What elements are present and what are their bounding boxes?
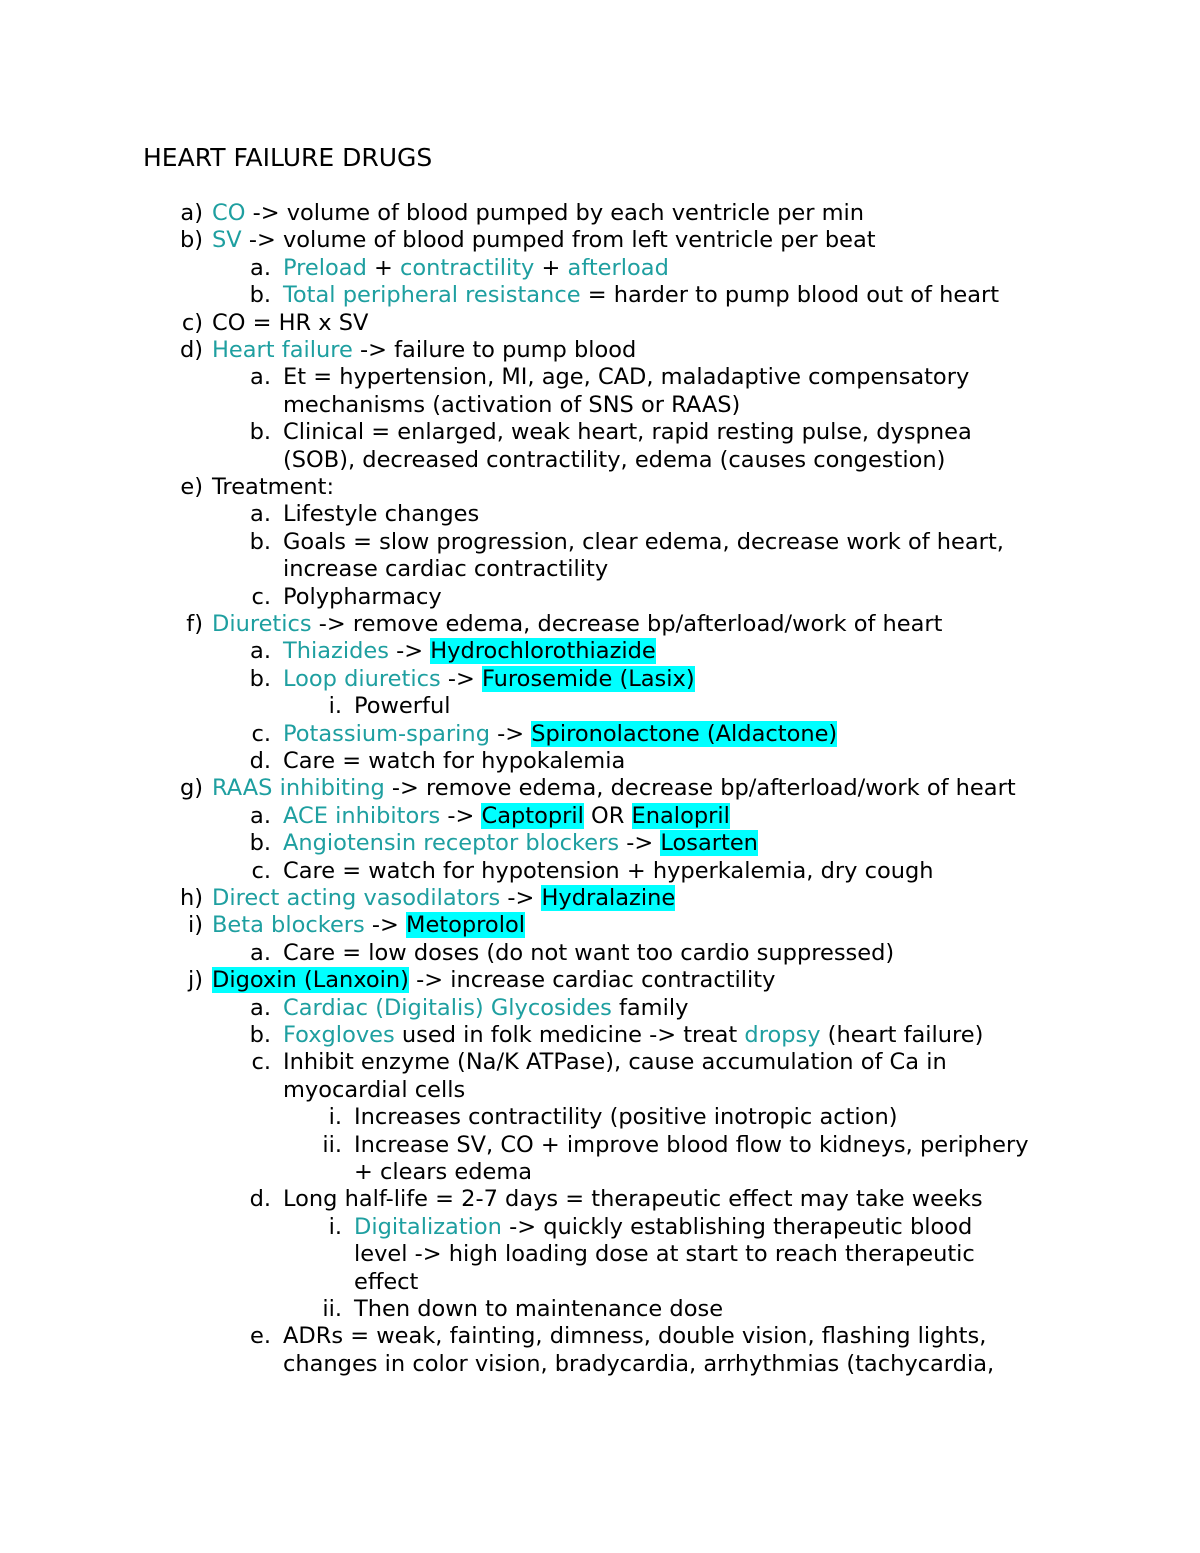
highlighted-drug: Captopril — [481, 802, 584, 829]
document-title: HEART FAILURE DRUGS — [143, 143, 433, 172]
key-term: Cardiac (Digitalis) Glycosides — [283, 994, 612, 1021]
outline-line — [0, 1214, 1200, 1242]
list-marker: a. — [250, 638, 271, 665]
text-segment: Polypharmacy — [283, 583, 442, 610]
list-marker: i. — [328, 693, 342, 720]
line-text — [212, 310, 368, 338]
outline-line — [0, 775, 1200, 803]
text-segment: Care = watch for hypotension + hyperkalemia, dry cough — [283, 857, 934, 884]
outline-line — [0, 666, 1200, 694]
line-text — [283, 392, 740, 420]
outline-line — [0, 392, 1200, 420]
text-segment: used in folk medicine -> treat — [394, 1022, 745, 1048]
text-segment: Clinical = enlarged, weak heart, rapid resting pulse, dyspnea — [283, 419, 972, 446]
outline-line — [0, 1323, 1200, 1351]
outline-line — [0, 310, 1200, 338]
outline-line — [0, 995, 1200, 1023]
outline-line — [0, 912, 1200, 940]
line-text — [212, 775, 1016, 803]
line-text — [283, 940, 894, 968]
line-text — [283, 447, 945, 475]
line-text — [283, 556, 608, 584]
text-segment: Treatment: — [212, 474, 335, 500]
key-term: Loop diuretics — [283, 665, 441, 692]
key-term: Thiazides — [283, 638, 389, 665]
line-text — [283, 584, 442, 612]
list-marker: b. — [249, 1022, 271, 1048]
text-segment: -> — [440, 665, 482, 692]
outline-line — [0, 693, 1200, 721]
text-segment: -> — [364, 912, 407, 939]
line-text — [283, 638, 656, 666]
key-term: contractility — [400, 254, 535, 281]
text-segment: Lifestyle changes — [283, 501, 480, 528]
outline-line — [0, 1132, 1200, 1160]
highlighted-drug: Spironolactone (Aldactone) — [531, 720, 838, 747]
key-term: Preload — [283, 254, 367, 281]
outline-line — [0, 1296, 1200, 1324]
list-marker: b. — [249, 282, 271, 309]
key-term: afterload — [567, 254, 669, 281]
text-segment: -> — [388, 638, 431, 665]
text-segment: Then down to maintenance dose — [354, 1296, 724, 1322]
list-marker: d. — [249, 748, 271, 774]
list-marker: a. — [250, 364, 271, 391]
list-marker: c. — [251, 857, 271, 884]
list-marker: b. — [249, 419, 271, 446]
text-segment: effect — [354, 1268, 419, 1295]
outline-line — [0, 1049, 1200, 1077]
highlighted-drug: Losarten — [660, 830, 758, 857]
text-segment: -> quickly establishing therapeutic blood — [501, 1213, 973, 1240]
text-segment: -> remove edema, decrease bp/afterload/work of heart — [384, 775, 1016, 802]
line-text — [212, 967, 775, 995]
highlighted-drug: Enalopril — [631, 802, 730, 829]
outline-line — [0, 858, 1200, 886]
line-text — [283, 529, 1004, 557]
text-segment: -> failure to pump blood — [352, 337, 637, 363]
list-marker: d. — [249, 1186, 271, 1213]
highlighted-drug: Hydrochlorothiazide — [430, 638, 656, 665]
outline-line — [0, 474, 1200, 502]
text-segment: Care = watch for hypokalemia — [283, 748, 626, 774]
outline-line — [0, 501, 1200, 529]
list-marker: b. — [249, 830, 271, 857]
text-segment: -> — [500, 885, 542, 911]
key-term: SV — [212, 227, 242, 254]
outline-line — [0, 940, 1200, 968]
text-segment: (SOB), decreased contractility, edema (causes congestion) — [283, 446, 946, 473]
text-segment: increase cardiac contractility — [283, 556, 609, 583]
outline-line — [0, 255, 1200, 283]
text-segment: ADRs = weak, fainting, dimness, double vision, flashing lights, — [283, 1323, 987, 1350]
line-text — [354, 693, 450, 721]
line-text — [212, 227, 876, 255]
highlighted-drug: Digoxin (Lanxoin) — [212, 967, 409, 994]
line-text — [283, 1186, 983, 1214]
text-segment: level -> high loading dose at start to reach therapeutic — [354, 1241, 975, 1268]
key-term: Potassium-sparing — [283, 720, 490, 747]
text-segment: = harder to pump blood out of heart — [580, 282, 1000, 309]
text-segment: -> — [489, 720, 532, 747]
line-text — [212, 912, 525, 940]
line-text — [283, 419, 972, 447]
line-text — [283, 282, 999, 310]
line-text — [354, 1132, 1029, 1160]
outline-line — [0, 364, 1200, 392]
outline-line — [0, 638, 1200, 666]
text-segment: -> remove edema, decrease bp/afterload/work of heart — [311, 611, 943, 637]
outline-line — [0, 1241, 1200, 1269]
line-text — [283, 1351, 994, 1379]
text-segment: (heart failure) — [820, 1022, 984, 1048]
text-segment: -> volume of blood pumped by each ventricle per min — [245, 200, 865, 226]
list-marker: b. — [249, 665, 271, 692]
list-marker: b. — [249, 528, 271, 555]
highlighted-drug: Metoprolol — [406, 912, 525, 939]
outline-line — [0, 447, 1200, 475]
list-marker: c. — [251, 1049, 271, 1076]
text-segment: + — [366, 254, 401, 281]
list-marker: c. — [251, 720, 271, 747]
list-marker: h) — [179, 885, 203, 911]
list-marker: a. — [250, 994, 271, 1021]
text-segment: family — [611, 994, 689, 1021]
text-segment: Et = hypertension, MI, age, CAD, maladaptive compensatory — [283, 364, 970, 391]
text-segment: + — [534, 254, 568, 281]
list-marker: e) — [180, 474, 203, 500]
list-marker: a) — [180, 200, 203, 226]
list-marker: ii. — [322, 1296, 342, 1322]
text-segment: -> volume of blood pumped from left ventricle per beat — [241, 227, 876, 254]
line-text — [283, 255, 669, 283]
line-text — [354, 1296, 723, 1324]
line-text — [283, 858, 934, 886]
line-text — [212, 885, 675, 913]
line-text — [354, 1159, 532, 1187]
outline-line — [0, 885, 1200, 913]
text-segment: Powerful — [354, 693, 451, 720]
text-segment: Long half-life = 2-7 days = therapeutic effect may take weeks — [283, 1186, 983, 1213]
text-segment: + clears edema — [354, 1159, 533, 1185]
list-marker: f) — [186, 611, 203, 637]
line-text — [283, 803, 730, 831]
key-term: Diuretics — [212, 611, 312, 637]
key-term: Beta blockers — [212, 912, 365, 939]
text-segment: Increase SV, CO + improve blood flow to kidneys, periphery — [354, 1131, 1029, 1158]
outline-line — [0, 1159, 1200, 1187]
outline-line — [0, 1077, 1200, 1105]
line-text — [283, 501, 479, 529]
list-marker: a. — [250, 939, 271, 966]
line-text — [354, 1269, 418, 1297]
outline-line — [0, 1186, 1200, 1214]
line-text — [283, 666, 695, 694]
line-text — [283, 1077, 465, 1105]
list-marker: i) — [187, 912, 203, 939]
key-term: Digitalization — [354, 1213, 502, 1240]
text-segment: myocardial cells — [283, 1076, 466, 1103]
key-term: Foxgloves — [283, 1022, 395, 1048]
outline-line — [0, 803, 1200, 831]
outline-line — [0, 748, 1200, 776]
line-text — [283, 1022, 983, 1050]
line-text — [283, 830, 758, 858]
text-segment: Goals = slow progression, clear edema, decrease work of heart, — [283, 528, 1004, 555]
list-marker: b) — [179, 227, 203, 254]
outline-line — [0, 1269, 1200, 1297]
line-text — [283, 1323, 986, 1351]
outline-line — [0, 1022, 1200, 1050]
outline-line — [0, 611, 1200, 639]
text-segment: mechanisms (activation of SNS or RAAS) — [283, 391, 741, 418]
text-segment: CO = HR x SV — [212, 309, 369, 336]
line-text — [212, 200, 864, 228]
line-text — [212, 337, 636, 365]
outline-line — [0, 200, 1200, 228]
text-segment: -> — [440, 802, 482, 829]
line-text — [283, 1049, 947, 1077]
text-segment: changes in color vision, bradycardia, arrhythmias (tachycardia, — [283, 1350, 995, 1377]
key-term: Heart failure — [212, 337, 353, 363]
list-marker: ii. — [322, 1131, 342, 1158]
outline-line — [0, 529, 1200, 557]
line-text — [212, 474, 334, 502]
line-text — [354, 1104, 897, 1132]
key-term: RAAS inhibiting — [212, 775, 385, 802]
text-segment: -> increase cardiac contractility — [408, 967, 776, 994]
outline-line — [0, 282, 1200, 310]
line-text — [283, 364, 969, 392]
highlighted-drug: Furosemide (Lasix) — [481, 665, 695, 692]
line-text — [354, 1214, 972, 1242]
line-text — [212, 611, 943, 639]
list-marker: a. — [250, 501, 271, 528]
key-term: CO — [212, 200, 246, 226]
key-term: Angiotensin receptor blockers — [283, 830, 620, 857]
highlighted-drug: Hydralazine — [541, 885, 676, 911]
text-segment: Inhibit enzyme (Na/K ATPase), cause accumulation of Ca in — [283, 1049, 947, 1076]
list-marker: i. — [328, 1104, 342, 1131]
list-marker: d) — [179, 337, 203, 363]
text-segment: OR — [583, 802, 632, 829]
line-text — [283, 721, 837, 749]
list-marker: a. — [250, 254, 271, 281]
outline-line — [0, 227, 1200, 255]
outline-line — [0, 337, 1200, 365]
text-segment: -> — [619, 830, 661, 857]
outline-line — [0, 584, 1200, 612]
list-marker: c. — [251, 583, 271, 610]
line-text — [354, 1241, 975, 1269]
key-term: ACE inhibitors — [283, 802, 441, 829]
key-term: Total peripheral resistance — [283, 282, 581, 309]
outline-line — [0, 721, 1200, 749]
list-marker: a. — [250, 802, 271, 829]
outline-line — [0, 830, 1200, 858]
outline-line — [0, 556, 1200, 584]
list-marker: c) — [181, 309, 203, 336]
list-marker: j) — [187, 967, 203, 994]
outline-line — [0, 967, 1200, 995]
outline-line — [0, 419, 1200, 447]
text-segment: Care = low doses (do not want too cardio suppressed) — [283, 939, 895, 966]
list-marker: e. — [250, 1323, 271, 1350]
key-term: dropsy — [744, 1022, 821, 1048]
outline-line — [0, 1104, 1200, 1132]
line-text — [283, 748, 625, 776]
line-text — [283, 995, 688, 1023]
outline-line — [0, 1351, 1200, 1379]
list-marker: i. — [328, 1213, 342, 1240]
key-term: Direct acting vasodilators — [212, 885, 501, 911]
list-marker: g) — [179, 775, 203, 802]
text-segment: Increases contractility (positive inotropic action) — [354, 1104, 898, 1131]
